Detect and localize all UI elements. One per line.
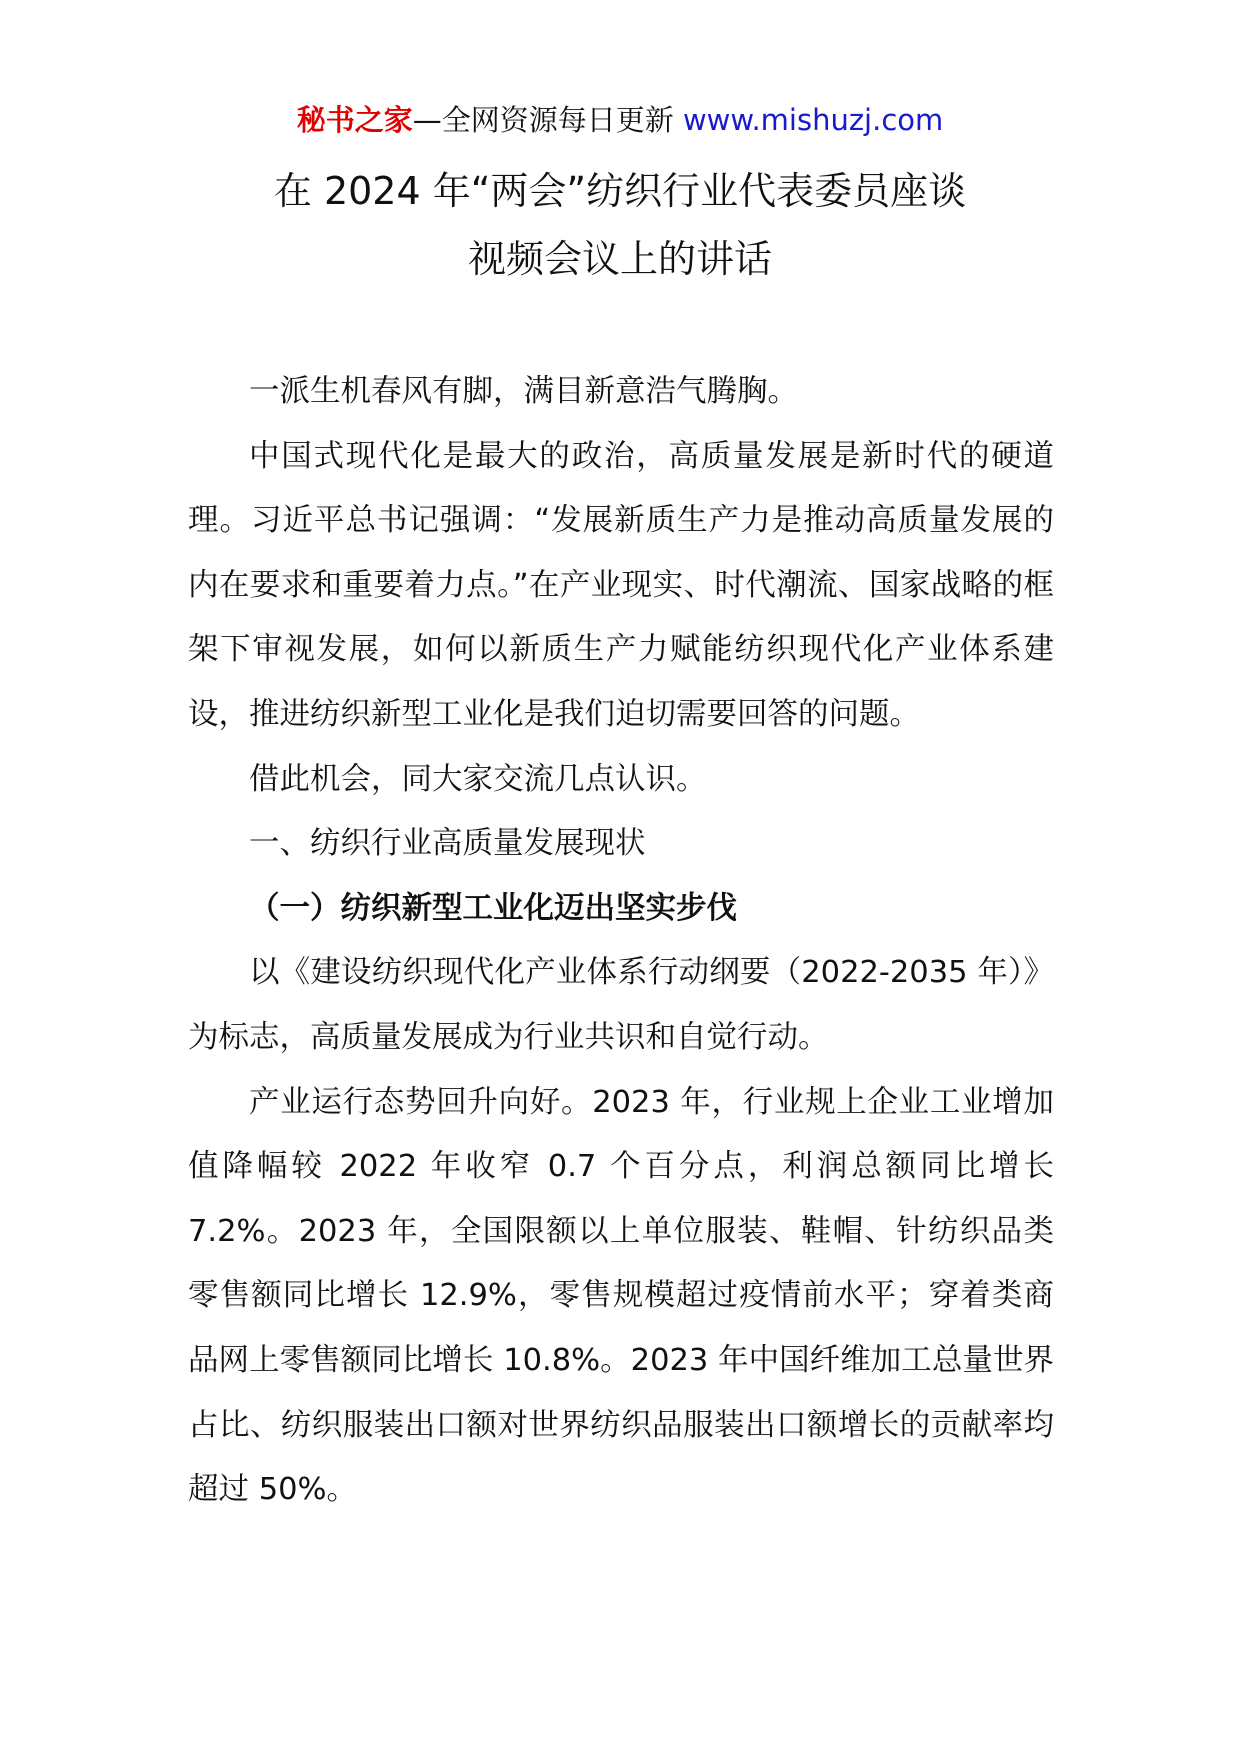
paragraph-opening: 一派生机春风有脚，满目新意浩气腾胸。	[249, 374, 798, 409]
section-heading: 一、纺织行业高质量发展现状	[249, 826, 646, 862]
document-title-line-2: 视频会议上的讲话	[467, 237, 772, 281]
site-header	[0, 100, 1240, 140]
paragraph-outline: 以《建设纺织现代化产业体系行动纲要（2022-2035 年）》为标志，高质量发展成为行业共识和自觉行动。	[188, 955, 1054, 1055]
subsection-heading: （一）纺织新型工业化迈出坚实步伐	[249, 890, 737, 926]
document-title-line-1: 在 2024 年“两会”纺织行业代表委员座谈	[273, 169, 967, 213]
paragraph-operations: 产业运行态势回升向好。2023 年，行业规上企业工业增加值降幅较 2022 年收窄 0.7 个百分点，利润总额同比增长 7.2%。2023 年，全国限额以上单位服装、鞋帽、针纺织品类零售额同比增长 12.9%，零售规模超过疫情前水平；穿着类商品网上零售额同比增长 10.8%。2023 年中国纤维加工总量世界占比、纺织服装出口额对世界纺织品服装出口额增长的贡献率均超过 50%。	[188, 1084, 1054, 1508]
brand-name: 秘书之家	[296, 103, 413, 137]
paragraph-transition: 借此机会，同大家交流几点认识。	[249, 761, 707, 797]
paragraph-intro: 中国式现代化是最大的政治，高质量发展是新时代的硬道理。习近平总书记强调：“发展新质生产力是推动高质量发展的内在要求和重要着力点。”在产业现实、时代潮流、国家战略的框架下审视发展，如何以新质生产力赋能纺织现代化产业体系建设，推进纺织新型工业化是我们迫切需要回答的问题。	[188, 438, 1054, 732]
header-tagline: —全网资源每日更新	[412, 103, 674, 137]
site-url-link[interactable]: www.mishuzj.com	[682, 103, 944, 137]
document-body	[188, 360, 1054, 1523]
